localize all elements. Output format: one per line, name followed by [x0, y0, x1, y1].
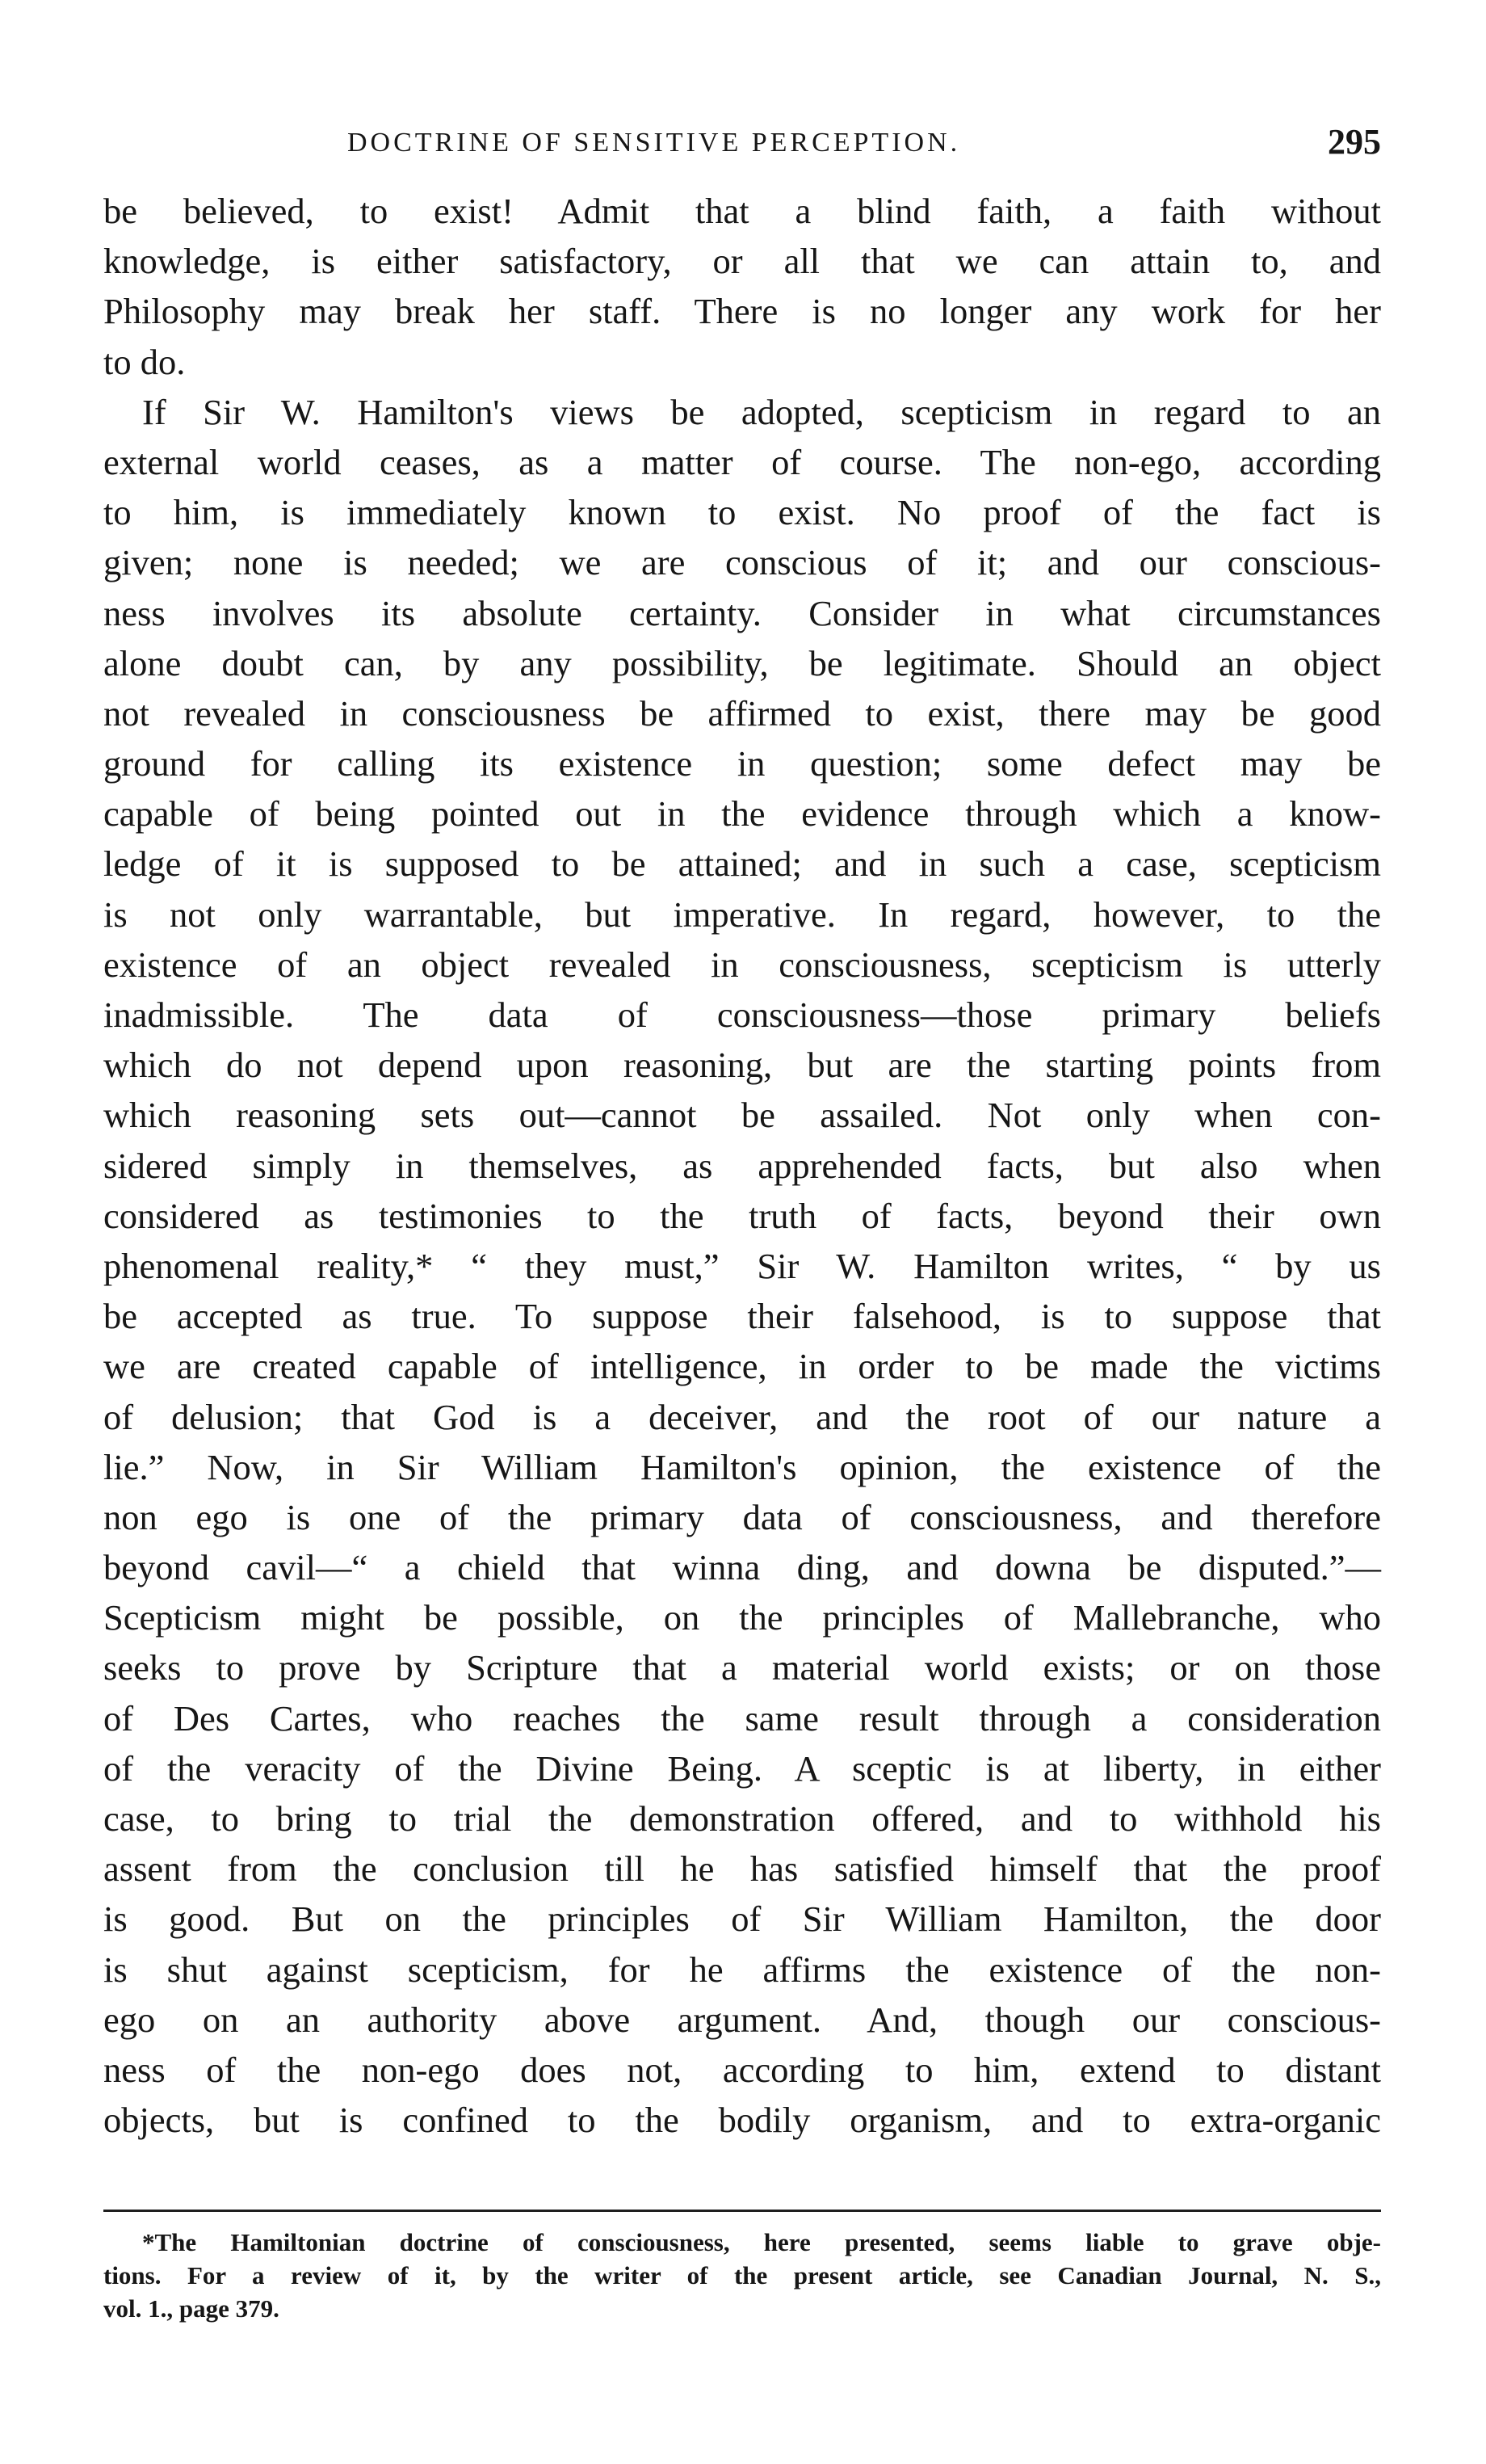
text-line: not revealed in consciousness be affirmed to exist, there may be good	[103, 692, 1381, 734]
text-line: ground for calling its existence in question; some defect may be	[103, 743, 1381, 784]
text-line: existence of an object revealed in consciousness, scepticism is utterly	[103, 944, 1381, 985]
text-line: Scepticism might be possible, on the principles of Mallebranche, who	[103, 1597, 1381, 1638]
text-line: knowledge, is either satisfactory, or all that we can attain to, and	[103, 241, 1381, 282]
text-line: of Des Cartes, who reaches the same result through a consideration	[103, 1697, 1381, 1739]
text-line: of the veracity of the Divine Being. A sceptic is at liberty, in either	[103, 1747, 1381, 1789]
text-line: alone doubt can, by any possibility, be legitimate. Should an object	[103, 642, 1381, 683]
footnote-rule	[103, 2210, 1381, 2212]
body-text	[103, 186, 1381, 2145]
text-line: is good. But on the principles of Sir William Hamilton, the door	[103, 1898, 1381, 1940]
text-line: to do.	[103, 341, 186, 382]
text-line: external world ceases, as a matter of course. The non-ego, according	[103, 441, 1381, 482]
text-line: given; none is needed; we are conscious of it; and our conscious-	[103, 542, 1381, 583]
text-line: assent from the conclusion till he has satisfied himself that the proof	[103, 1848, 1381, 1890]
text-line: case, to bring to trial the demonstration offered, and to withhold his	[103, 1798, 1381, 1839]
page-number: 295	[1328, 122, 1381, 162]
footnote	[103, 2226, 1381, 2325]
footnote-line: tions. For a review of it, by the writer of the present article, see Canadian Journal, N. S.,	[103, 2261, 1381, 2290]
text-line: beyond cavil—“ a chield that winna ding, and downa be disputed.”—	[103, 1547, 1381, 1588]
text-line: non ego is one of the primary data of consciousness, and therefore	[103, 1496, 1381, 1537]
text-line: ness involves its absolute certainty. Consider in what circumstances	[103, 592, 1381, 633]
text-line: we are created capable of intelligence, in order to be made the victims	[103, 1346, 1381, 1387]
text-line: of delusion; that God is a deceiver, and the root of our nature a	[103, 1396, 1381, 1437]
text-line: considered as testimonies to the truth of facts, beyond their own	[103, 1195, 1381, 1236]
running-title: DOCTRINE OF SENSITIVE PERCEPTION.	[347, 128, 961, 158]
text-line: ledge of it is supposed to be attained; and in such a case, scepticism	[103, 843, 1381, 885]
text-line: phenomenal reality,* “ they must,” Sir W. Hamilton writes, “ by us	[103, 1245, 1381, 1286]
text-line: which do not depend upon reasoning, but are the starting points from	[103, 1045, 1381, 1086]
text-line: which reasoning sets out—cannot be assailed. Not only when con-	[103, 1095, 1381, 1136]
text-line: ego on an authority above argument. And, though our conscious-	[103, 1999, 1381, 2040]
text-line: sidered simply in themselves, as apprehended facts, but also when	[103, 1145, 1381, 1186]
footnote-line: vol. 1., page 379.	[103, 2294, 279, 2323]
text-line: If Sir W. Hamilton's views be adopted, scepticism in regard to an	[142, 391, 1381, 432]
text-line: seeks to prove by Scripture that a material world exists; or on those	[103, 1647, 1381, 1688]
text-line: is shut against scepticism, for he affirms the existence of the non-	[103, 1949, 1381, 1990]
text-line: to him, is immediately known to exist. No proof of the fact is	[103, 492, 1381, 533]
text-line: Philosophy may break her staff. There is no longer any work for her	[103, 291, 1381, 332]
footnote-line: *The Hamiltonian doctrine of consciousness, here presented, seems liable to grave obje-	[142, 2228, 1381, 2256]
text-line: objects, but is confined to the bodily organism, and to extra-organic	[103, 2100, 1381, 2141]
running-head	[105, 121, 1381, 170]
text-line: ness of the non-ego does not, according to him, extend to distant	[103, 2049, 1381, 2090]
text-line: lie.” Now, in Sir William Hamilton's opinion, the existence of the	[103, 1446, 1381, 1487]
text-line: is not only warrantable, but imperative. In regard, however, to the	[103, 894, 1381, 935]
text-line: be accepted as true. To suppose their falsehood, is to suppose that	[103, 1296, 1381, 1337]
text-line: inadmissible. The data of consciousness—those primary beliefs	[103, 994, 1381, 1035]
text-line: capable of being pointed out in the evidence through which a know-	[103, 793, 1381, 835]
text-line: be believed, to exist! Admit that a blind faith, a faith without	[103, 191, 1381, 231]
